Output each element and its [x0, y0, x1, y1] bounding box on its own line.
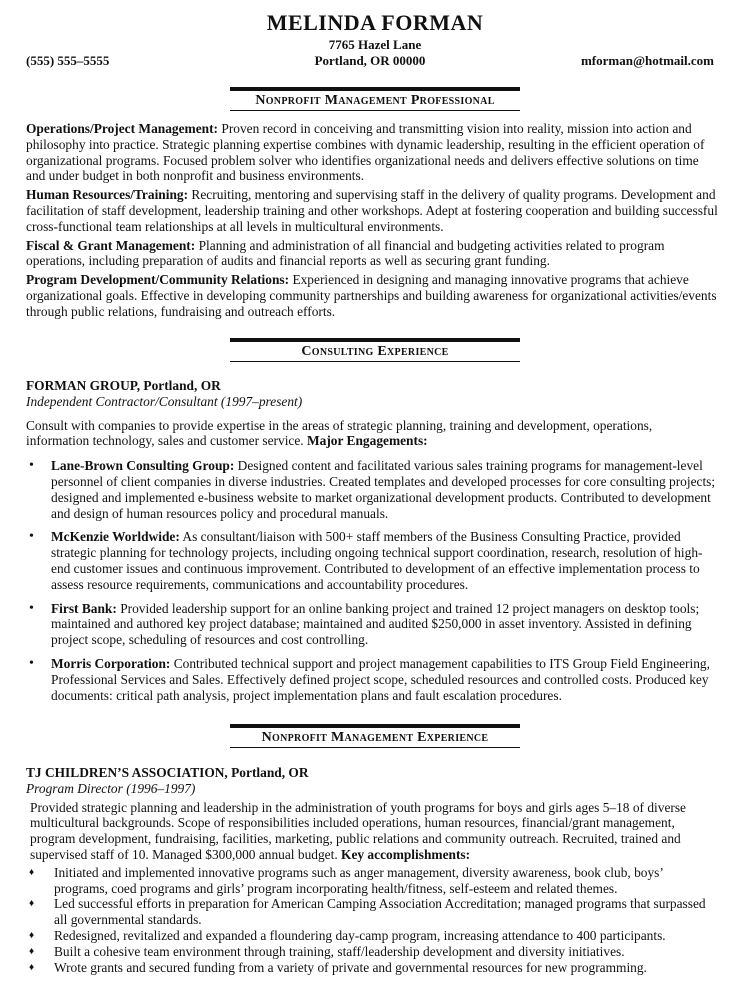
bullet-icon: • — [29, 600, 34, 616]
diamond-bullet-icon: ♦ — [29, 929, 35, 941]
candidate-name: MELINDA FORMAN — [266, 10, 484, 35]
bullet-icon: • — [29, 458, 34, 474]
profile-item — [26, 238, 718, 270]
contact-row — [26, 53, 714, 69]
street-address: 7765 Hazel Lane — [328, 37, 422, 52]
section-header-consulting — [230, 338, 520, 362]
nonprofit-experience — [26, 765, 718, 975]
profile-item-text: Experienced in designing and managing innovative programs that achieve organizational goals. Effective in developing community partnerships and building awareness for organizational activities/events through public relations, fundraising and outreach efforts. — [26, 272, 717, 319]
profile-item — [26, 121, 718, 184]
engagement-item — [26, 529, 718, 592]
accomplishment-item — [26, 865, 718, 897]
diamond-bullet-icon: ♦ — [29, 898, 35, 910]
accomplishment-item — [26, 928, 718, 944]
section-header-nonprofit — [230, 724, 520, 748]
accomplishment-item — [26, 944, 718, 960]
profile-item-text: Planning and administration of all financial and budgeting activities related to program operations, including preparation of audits and financial reports as well as securing grant funding. — [26, 237, 665, 269]
section-title: Nonprofit Management Experience — [261, 730, 489, 745]
engagement-text: As consultant/liaison with 500+ staff members of the Business Consulting Practice, provided strategic planning for technology projects, including ongoing technical support coordination, research, resolution of high-end customer issues and continuous improvement. Contributed to development of an effective implementation process to assess resource requirements, communications and accountability procedures. — [51, 529, 703, 592]
city-state-zip: Portland, OR 00000 — [314, 53, 426, 68]
employer-name: TJ CHILDREN’S ASSOCIATION, Portland, OR — [26, 765, 309, 780]
accomplishment-text: Wrote grants and secured funding from a variety of private and governmental resources for new programming. — [54, 959, 647, 975]
phone-number: (555) 555–5555 — [26, 53, 110, 68]
section-bar — [230, 87, 520, 91]
accomplishment-item — [26, 896, 718, 928]
engagement-item — [26, 656, 718, 703]
job-intro-text: Consult with companies to provide expertise in the areas of strategic planning, training and development, operations, information technology, sales and customer service. — [26, 417, 653, 449]
engagement-item — [26, 458, 718, 521]
section-header-profile — [230, 87, 520, 111]
section-title: Consulting Experience — [301, 344, 449, 359]
section-bar — [230, 338, 520, 342]
profile-item-text: Recruiting, mentoring and supervising staff in the delivery of quality programs. Development and facilitation of staff development, leadership training and other workshops. Adept at fostering cooperation and building successful cross-functional team relationships at all levels in multicultural environments. — [26, 187, 718, 234]
profile-item-label: Human Resources/Training: — [26, 187, 189, 203]
job-intro-bold: Major Engagements: — [307, 433, 428, 449]
profile-item — [26, 272, 718, 319]
job-intro — [26, 418, 718, 450]
profile-item-label: Fiscal & Grant Management: — [26, 237, 196, 253]
section-title: Nonprofit Management Professional — [255, 93, 495, 108]
engagement-text: Designed content and facilitated various sales training programs for management-level personnel of client companies in diverse industries. Created templates and developed processes for core consulting projects; designed and implemented e-business website to market organizational development products. Contributed to development and design of human resources policy and procedural manuals. — [51, 458, 716, 521]
engagement-client: First Bank: — [51, 600, 117, 616]
accomplishment-text: Redesigned, revitalized and expanded a floundering day-camp program, increasing attendance to 400 participants. — [54, 927, 666, 943]
consulting-experience — [26, 378, 718, 711]
profile-item-label: Operations/Project Management: — [26, 121, 219, 136]
bullet-icon: • — [29, 529, 34, 545]
job-dates: (1996–1997) — [126, 780, 196, 796]
accomplishment-text: Built a cohesive team environment through training, staff/leadership development and diversity initiatives. — [54, 943, 625, 959]
section-rule — [230, 110, 520, 111]
section-rule — [230, 361, 520, 362]
accomplishment-item — [26, 960, 718, 976]
accomplishment-text: Initiated and implemented innovative programs such as anger management, diversity awareness, book club, boys’ programs, coed programs and girls’ program incorporating health/fitness, self-esteem and related themes. — [54, 864, 663, 896]
engagement-text: Provided leadership support for an online banking project and trained 12 project managers on desktop tools; maintained and authored key project database; maintained and audited $250,000 in asset inventory. Assisted in defining project scope, scheduling of resources and cost controlling. — [51, 600, 700, 648]
accomplishment-text: Led successful efforts in preparation for American Camping Association Accreditation; managed programs that surpassed all governmental standards. — [54, 896, 706, 928]
diamond-bullet-icon: ♦ — [29, 961, 35, 973]
email-address[interactable]: mforman@hotmail.com — [580, 53, 714, 68]
section-bar — [230, 724, 520, 728]
engagement-client: Morris Corporation: — [51, 655, 171, 671]
profile-summary — [26, 121, 718, 323]
diamond-bullet-icon: ♦ — [29, 866, 35, 878]
engagement-client: Lane-Brown Consulting Group: — [51, 458, 235, 474]
profile-item-label: Program Development/Community Relations: — [26, 272, 290, 288]
engagement-client: McKenzie Worldwide: — [51, 529, 180, 545]
profile-item — [26, 187, 718, 234]
bullet-icon: • — [29, 655, 34, 671]
diamond-bullet-icon: ♦ — [29, 945, 35, 957]
job-title-line — [26, 394, 718, 410]
job-intro-bold: Key accomplishments: — [341, 846, 471, 862]
employer-name: FORMAN GROUP, Portland, OR — [26, 378, 221, 393]
job-title-line — [26, 781, 718, 797]
job-title: Program Director — [26, 780, 123, 796]
profile-item-text: Proven record in conceiving and transmitting vision into reality, mission into action and philosophy into practice. Strategic planning expertise combines with dynamic leadership, resulting in the efficient operation of organizational programs. Focused problem solver who identifies organizational needs and delivers effective solutions on time and under budget in both nonprofit and business environments. — [26, 121, 705, 184]
job-dates: (1997–present) — [220, 393, 303, 409]
engagement-item — [26, 601, 718, 648]
section-rule — [230, 747, 520, 748]
engagement-text: Contributed technical support and project management capabilities to ITS Group Field Engineering, Professional Services and Sales. Effectively defined project scope, scheduled resources and controlled costs. Produced key documents: critical path analysis, project implementation plans and fault escalation procedures. — [51, 655, 710, 703]
job-title: Independent Contractor/Consultant — [26, 393, 218, 409]
job-intro-text: Provided strategic planning and leadership in the administration of youth programs for boys and girls ages 5–18 of diverse multicultural backgrounds. Scope of responsibilities included operations, human resources, financial/grant management, program development, fundraising, facilities, marketing, public relations and community outreach. Recruited, trained and supervised staff of 10. Managed $300,000 annual budget. — [30, 799, 686, 862]
job-intro — [30, 800, 718, 863]
